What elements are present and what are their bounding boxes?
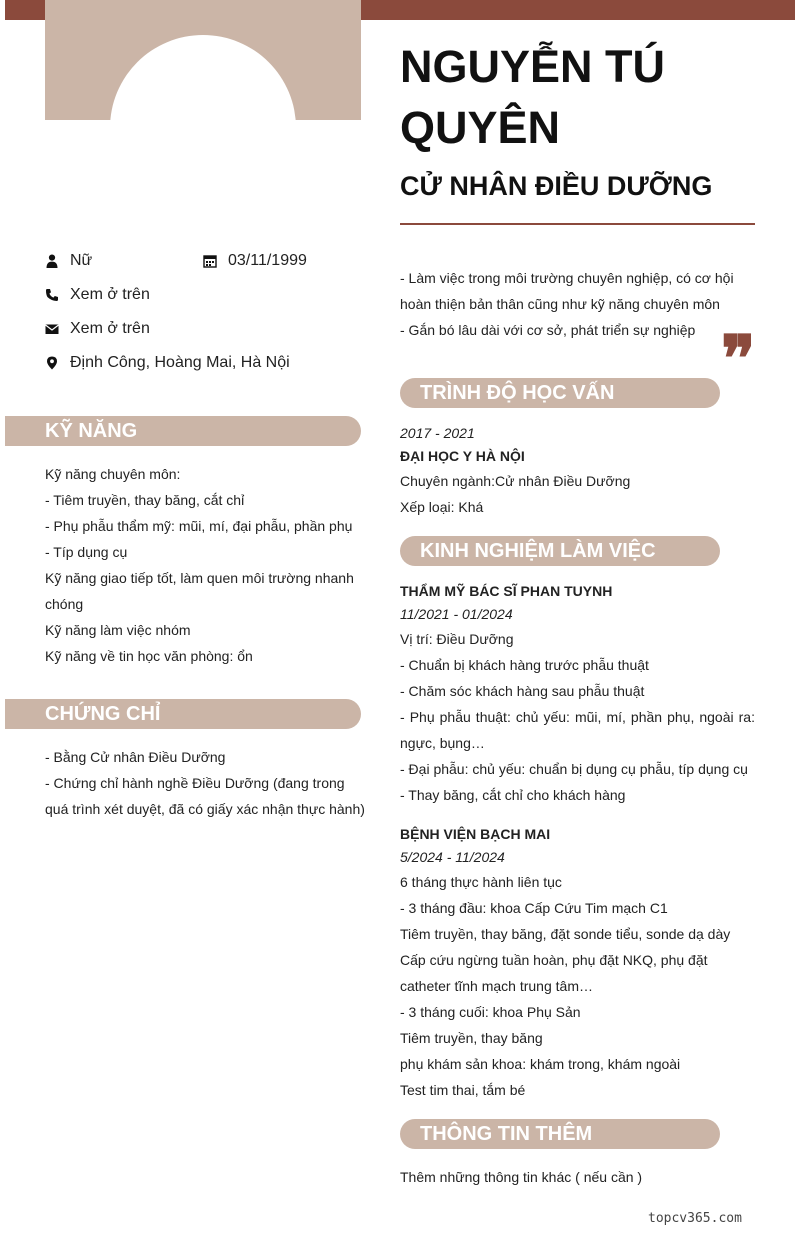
list-item: Kỹ năng về tin học văn phòng: ổn — [45, 648, 253, 664]
list-item: Kỹ năng làm việc nhóm — [45, 622, 191, 638]
job-line: - 3 tháng đầu: khoa Cấp Cứu Tim mạch C1 — [400, 900, 668, 916]
certificates-heading: CHỨNG CHỈ — [5, 699, 361, 729]
job-line: 6 tháng thực hành liên tục — [400, 874, 562, 890]
job-org: THẨM MỸ BÁC SĨ PHAN TUYNH — [400, 583, 613, 599]
career-objective — [400, 265, 755, 343]
quote-icon: ❞ — [721, 322, 756, 397]
job-line: - Chuẩn bị khách hàng trước phẫu thuật — [400, 657, 649, 673]
phone-icon — [45, 288, 59, 302]
birthdate-row — [203, 248, 363, 274]
map-pin-icon — [45, 356, 59, 370]
list-item: - Bằng Cử nhân Điều Dưỡng — [45, 749, 226, 765]
education-line: Xếp loại: Khá — [400, 499, 484, 515]
title-divider — [400, 223, 755, 225]
education-period: 2017 - 2021 — [400, 425, 475, 441]
certificates-list — [45, 744, 365, 822]
job-entry — [400, 823, 755, 1103]
job-period: 5/2024 - 11/2024 — [400, 849, 505, 865]
calendar-icon — [203, 254, 217, 268]
footer-watermark: topcv365.com — [648, 1211, 742, 1226]
objective-line: - Làm việc trong môi trường chuyên nghiệp, có cơ hội hoàn thiện bản thân cũng như kỹ năng chuyên môn — [400, 270, 734, 312]
job-line: Tiêm truyền, thay băng — [400, 1030, 543, 1046]
education-entry — [400, 422, 755, 520]
job-line: - Đại phẫu: chủ yếu: chuẩn bị dụng cụ phẫu, típ dụng cụ — [400, 761, 748, 777]
job-line: Vị trí: Điều Dưỡng — [400, 631, 514, 647]
job-period: 11/2021 - 01/2024 — [400, 606, 513, 622]
envelope-icon — [45, 322, 59, 336]
gender-value: Nữ — [70, 252, 93, 269]
person-icon — [45, 254, 59, 268]
gender-row — [45, 248, 195, 274]
phone-row — [45, 282, 365, 308]
extra-info-text: Thêm những thông tin khác ( nếu cần ) — [400, 1169, 643, 1185]
birthdate-value: 03/11/1999 — [228, 252, 307, 269]
job-line: Cấp cứu ngừng tuần hoàn, phụ đặt NKQ, phụ đặt catheter tĩnh mạch trung tâm… — [400, 952, 708, 994]
job-line: Test tim thai, tắm bé — [400, 1082, 526, 1098]
job-org: BỆNH VIỆN BẠCH MAI — [400, 826, 551, 842]
list-item: Kỹ năng chuyên môn: — [45, 466, 181, 482]
list-item: - Chứng chỉ hành nghề Điều Dưỡng (đang trong quá trình xét duyệt, đã có giấy xác nhận thực hành) — [45, 775, 365, 817]
list-item: - Tiêm truyền, thay băng, cắt chỉ — [45, 492, 245, 508]
objective-line: - Gắn bó lâu dài với cơ sở, phát triển sự nghiệp — [400, 322, 696, 338]
list-item: - Típ dụng cụ — [45, 544, 128, 560]
avatar — [110, 35, 296, 221]
experience-heading: KINH NGHIỆM LÀM VIỆC — [400, 536, 720, 566]
extra-info-heading: THÔNG TIN THÊM — [400, 1119, 720, 1149]
job-line: - Thay băng, cắt chỉ cho khách hàng — [400, 787, 626, 803]
job-line: Tiêm truyền, thay băng, đặt sonde tiểu, sonde dạ dày — [400, 926, 731, 942]
email-row — [45, 316, 365, 342]
job-line: - Chăm sóc khách hàng sau phẫu thuật — [400, 683, 645, 699]
job-line: - Phụ phẫu thuật: chủ yếu: mũi, mí, phần phụ, ngoài ra: ngực, bụng… — [400, 709, 755, 751]
skills-heading: KỸ NĂNG — [5, 416, 361, 446]
list-item: - Phụ phẫu thẩm mỹ: mũi, mí, đại phẫu, phần phụ — [45, 518, 353, 534]
education-school: ĐẠI HỌC Y HÀ NỘI — [400, 448, 525, 464]
job-line: phụ khám sản khoa: khám trong, khám ngoài — [400, 1056, 681, 1072]
skills-list — [45, 461, 361, 669]
candidate-name: NGUYỄN TÚ QUYÊN — [400, 41, 666, 153]
job-line: - 3 tháng cuối: khoa Phụ Sản — [400, 1004, 581, 1020]
email-value: Xem ở trên — [70, 320, 150, 337]
list-item: Kỹ năng giao tiếp tốt, làm quen môi trường nhanh chóng — [45, 570, 354, 612]
education-line: Chuyên ngành:Cử nhân Điều Dưỡng — [400, 473, 631, 489]
education-heading: TRÌNH ĐỘ HỌC VẤN — [400, 378, 720, 408]
address-row — [45, 350, 365, 376]
phone-value: Xem ở trên — [70, 286, 150, 303]
candidate-title: CỬ NHÂN ĐIỀU DƯỠNG — [400, 171, 713, 201]
address-value: Định Công, Hoàng Mai, Hà Nội — [70, 354, 290, 371]
job-entry — [400, 580, 755, 808]
